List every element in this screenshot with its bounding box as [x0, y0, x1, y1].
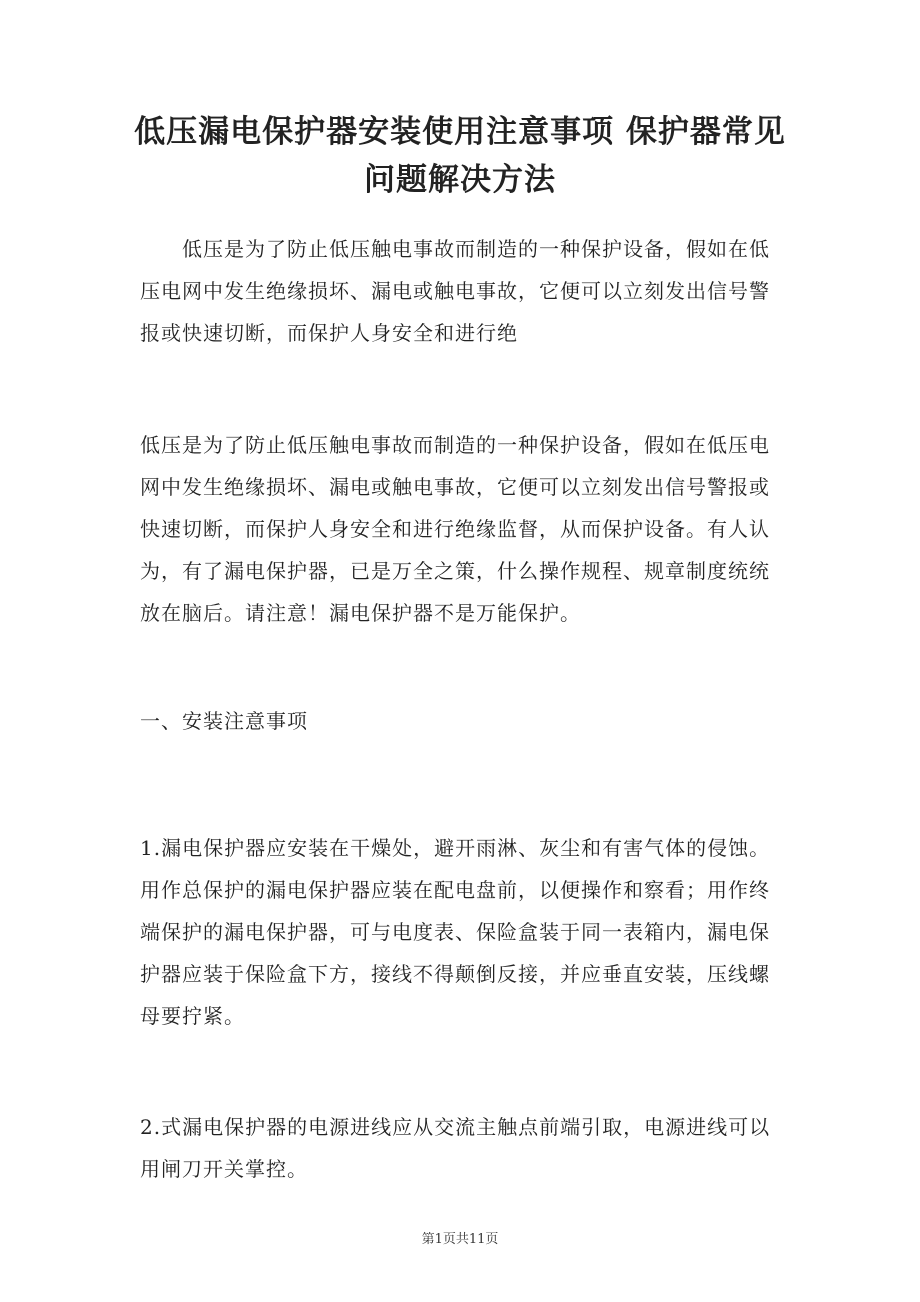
- list-item-2: 2.式漏电保护器的电源进线应从交流主触点前端引取，电源进线可以用闸刀开关掌控。: [140, 1115, 771, 1181]
- intro-paragraph: 低压是为了防止低压触电事故而制造的一种保护设备，假如在低压电网中发生绝缘损坏、漏电或触电事故，它便可以立刻发出信号警报或快速切断，而保护人身安全和进行绝: [140, 237, 770, 345]
- section-heading-installation: 一、安装注意事项: [140, 709, 308, 733]
- page-footer: 第1页共11页: [421, 1232, 499, 1247]
- document-title: 低压漏电保护器安装使用注意事项 保护器常见问题解决方法: [134, 114, 786, 198]
- list-item-1: 1.漏电保护器应安装在干燥处，避开雨淋、灰尘和有害气体的侵蚀。用作总保护的漏电保护器应装在配电盘前，以便操作和察看；用作终端保护的漏电保护器，可与电度表、保险盒装于同一表箱内，漏电保护器应装于保险盒下方，接线不得颠倒反接，并应垂直安装，压线螺母要拧紧。: [140, 836, 771, 1028]
- body-paragraph-1: 低压是为了防止低压触电事故而制造的一种保护设备，假如在低压电网中发生绝缘损坏、漏电或触电事故，它便可以立刻发出信号警报或快速切断，而保护人身安全和进行绝缘监督，从而保护设备。有人认为，有了漏电保护器，已是万全之策，什么操作规程、规章制度统统放在脑后。请注意！漏电保护器不是万能保护。: [140, 433, 770, 625]
